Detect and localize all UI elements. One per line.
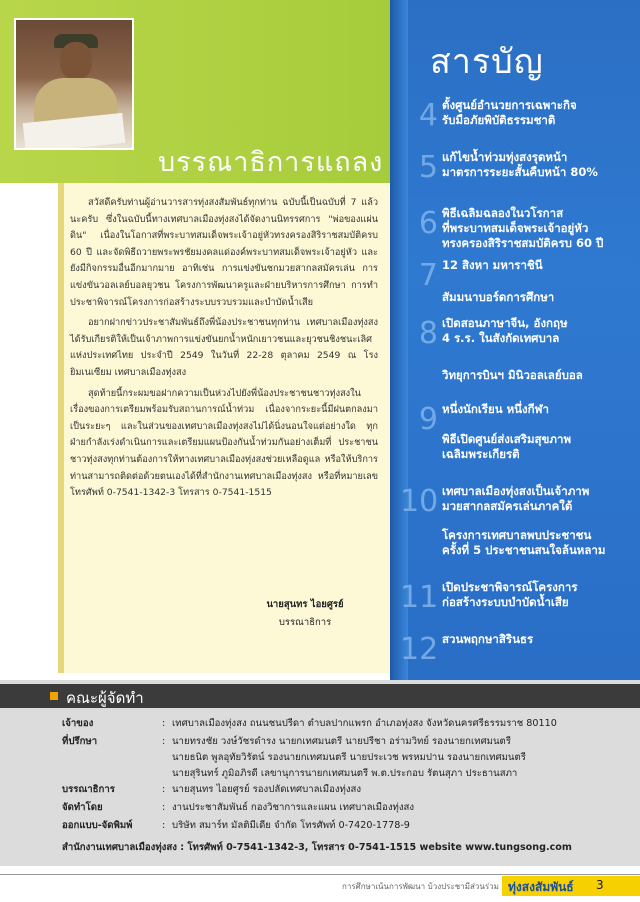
toc-item-line: พิธีเฉลิมฉลองในวโรกาส: [442, 206, 564, 220]
toc-item-line: ที่พระบาทสมเด็จพระเจ้าอยู่หัว: [442, 221, 589, 235]
credit-value: [172, 782, 632, 798]
toc-item-line: ตั้งศูนย์อำนวยการเฉพาะกิจ: [442, 98, 577, 112]
toc-page-number: 11: [400, 580, 439, 615]
toc-title: สารบัญ: [430, 42, 544, 82]
toc-page-number: 8: [418, 316, 438, 351]
toc-page-number: 9: [418, 402, 438, 437]
toc-item-line: สวนพฤกษาสิรินธร: [442, 632, 534, 646]
toc-item-title: [442, 258, 632, 273]
toc-item-line: 4 ร.ร. ในสังกัดเทศบาล: [442, 331, 560, 345]
toc-item-line: เปิดประชาพิจารณ์โครงการ: [442, 580, 578, 594]
editorial-title: บรรณาธิการแถลง: [158, 147, 384, 178]
credit-label: เจ้าของ: [62, 718, 94, 729]
toc-page-number: 4: [418, 98, 438, 133]
credit-label: ออกแบบ-จัดพิมพ์: [62, 820, 133, 831]
credit-value: [172, 818, 632, 834]
office-line: สำนักงานเทศบาลเมืองทุ่งสง : โทรศัพท์ 0-7541-1342-3, โทรสาร 0-7541-1515 website www.tungsong.com: [62, 842, 572, 853]
credit-colon: :: [162, 802, 166, 813]
credits-title: คณะผู้จัดทำ: [66, 689, 144, 707]
toc-item-title: [442, 528, 632, 558]
toc-item-line: ทรงครองสิริราชสมบัติครบ 60 ปี: [442, 236, 604, 250]
toc-item-line: มวยสากลสมัครเล่นภาคใต้: [442, 499, 573, 513]
credit-label: จัดทำโดย: [62, 802, 103, 813]
toc-item-line: มาตรการระยะสั้นคืบหน้า 80%: [442, 165, 598, 179]
toc-page-number: 7: [418, 258, 438, 293]
editorial-paragraph: อยากฝากข่าวประชาสัมพันธ์ถึงพี่น้องประชาชนทุกท่าน เทศบาลเมืองทุ่งสงได้รับเกียรติให้เป็นเจ้าภาพการแข่งขันยกน้ำหนักเยาวชนและยุวชนชิงชนะเลิศแห่งประเทศไทย ประจำปี 2549 ในวันที่ 22-28 ตุลาคม 2549 ณ โรงยิมเนเซียม เทศบาลเมืองทุ่งสง: [70, 317, 378, 378]
toc-item-title: [442, 206, 632, 251]
footer-tagline: การศึกษาเน้นการพัฒนา บ้วงประชามีส่วนร่วม: [342, 882, 499, 891]
toc-page-number: 10: [400, 484, 439, 519]
toc-item-title: [442, 632, 632, 647]
credit-value-line: งานประชาสัมพันธ์ กองวิชาการและแผน เทศบาลเมืองทุ่งสง: [172, 802, 415, 813]
toc-item-line: โครงการเทศบาลพบประชาชน: [442, 528, 592, 542]
toc-page-number: 5: [418, 150, 438, 185]
credit-colon: :: [162, 784, 166, 795]
credit-value-line: เทศบาลเมืองทุ่งสง ถนนชนปรีดา ตำบลปากแพรก อำเภอทุ่งสง จังหวัดนครศรีธรรมราช 80110: [172, 718, 557, 729]
toc-item-title: [442, 580, 632, 610]
signature-role: บรรณาธิการ: [278, 617, 332, 628]
toc-item-line: พิธีเปิดศูนย์ส่งเสริมสุขภาพ: [442, 432, 572, 446]
signature-name: นายสุนทร ไอยศูรย์: [266, 599, 344, 610]
toc-item-title: [442, 432, 632, 462]
credit-colon: :: [162, 718, 166, 729]
toc-item-title: [442, 368, 632, 383]
toc-item-title: [442, 484, 632, 514]
bullet-square-icon: [50, 692, 58, 700]
toc-item-line: เทศบาลเมืองทุ่งสงเป็นเจ้าภาพ: [442, 484, 590, 498]
credit-value-line: นายธนิต พูลอุทัยวิรัตน์ รองนายกเทศมนตรี นายประเวช พรหมปาน รองนายกเทศมนตรี: [172, 752, 526, 763]
credit-value: [172, 800, 632, 816]
footer-brand: ทุ่งสงสัมพันธ์: [508, 880, 574, 894]
toc-item-title: [442, 290, 632, 305]
footer-rule: [0, 874, 640, 875]
credit-colon: :: [162, 820, 166, 831]
toc-item-line: เปิดสอนภาษาจีน, อังกฤษ: [442, 316, 568, 330]
editorial-signature: [240, 596, 370, 632]
credit-value: [172, 716, 632, 732]
toc-item-title: [442, 402, 632, 417]
toc-item-line: ก่อสร้างระบบบำบัดน้ำเสีย: [442, 595, 569, 609]
footer-brand-box: [502, 876, 640, 896]
toc-item-line: หนึ่งนักเรียน หนึ่งกีฬา: [442, 402, 549, 416]
toc-item-line: แก้ไขน้ำท่วมทุ่งสงรุดหน้า: [442, 150, 568, 164]
credit-value-line: บริษัท สมาร์ท มัลติมีเดีย จำกัด โทรศัพท์ 0-7420-1778-9: [172, 820, 410, 831]
credit-value-line: นายทรงชัย วงษ์วัชรดำรง นายกเทศมนตรี นายปรีชา อร่ามวิทย์ รองนายกเทศมนตรี: [172, 736, 511, 747]
toc-item-line: สัมมนาบอร์ดการศึกษา: [442, 290, 555, 304]
toc-item-line: วิทยุการบินฯ มินิวอลเลย์บอล: [442, 368, 583, 382]
credit-colon: :: [162, 736, 166, 747]
toc-item-title: [442, 98, 632, 128]
credit-value-line: นายสุนทร ไอยศูรย์ รองปลัดเทศบาลเมืองทุ่งสง: [172, 784, 362, 795]
editor-photo: [14, 18, 134, 150]
toc-item-line: ครั้งที่ 5 ประชาชนสนใจล้นหลาม: [442, 543, 606, 557]
toc-item-line: 12 สิงหา มหาราชินี: [442, 258, 543, 272]
credit-value-line: นายสุรินทร์ ภูมิอภิรดี เลขานุการนายกเทศมนตรี พ.ต.ประกอบ รัตนสุภา ประธานสภา: [172, 768, 518, 779]
credit-value: [172, 734, 632, 782]
page-number: 3: [596, 878, 604, 892]
credit-label: ที่ปรึกษา: [62, 736, 98, 747]
toc-page-number: 6: [418, 206, 438, 241]
toc-item-line: เฉลิมพระเกียรติ: [442, 447, 520, 461]
editorial-text: [70, 195, 378, 506]
toc-item-title: [442, 150, 632, 180]
editorial-paragraph: สุดท้ายนี้กระผมขอฝากความเป็นห่วงไปยังพี่น้องประชาชนชาวทุ่งสงในเรื่องของการเตรียมพร้อมรับสถานการณ์น้ำท่วม เนื่องจากระยะนี้มีฝนตกลงมาเป็นระยะๆ และในส่วนของเทศบาลเมืองทุ่งสงไม่ได้นิ่งนอนใจแต่อย่างใด ทุกฝ่ายกำลังเร่งดำเนินการและเตรียมแผนป้องกันน้ำท่วมกันอย่างเต็มที่ ประชาชนชาวทุ่งสงทุกท่านต้องการให้ทางเทศบาลเมืองทุ่งสงช่วยเหลือดูแล หรือให้บริการ ท่านสามารถติดต่อด้วยตนเองได้ที่สำนักงานเทศบาลเมืองทุ่งสง หรือที่หมายเลขโทรศัพท์ 0-7541-1342-3 โทรสาร 0-7541-1515: [70, 387, 378, 499]
credit-label: บรรณาธิการ: [62, 784, 115, 795]
toc-page-number: 12: [400, 632, 439, 667]
photo-head: [60, 42, 92, 80]
toc-item-line: รับมือภัยพิบัติธรรมชาติ: [442, 113, 556, 127]
editorial-paragraph: สวัสดีครับท่านผู้อ่านวารสารทุ่งสงสัมพันธ์ทุกท่าน ฉบับนี้เป็นฉบับที่ 7 แล้วนะครับ ซึ่งในฉบับนี้ทางเทศบาลเมืองทุ่งสงได้จัดงานนิทรรศการ "พ่อของแผ่นดิน" เนื่องในโอกาสที่พระบาทสมเด็จพระเจ้าอยู่หัวทรงครองสิริราชสมบัติครบ 60 ปี และจัดพิธีถวายพระพรชัยมงคลแด่องค์พระบาทสมเด็จพระเจ้าอยู่หัว และยังมีกิจกรรมอื่นอีกมากมาย อาทิเช่น การแข่งขันชกมวยสากลสมัครเล่น การแข่งขันวอลเลย์บอลยุวชน โครงการพัฒนาครูและฝ่ายบริหารการศึกษา การทำประชาพิจารณ์โครงการก่อสร้างระบบรวบรวมและบำบัดน้ำเสีย: [70, 197, 378, 308]
toc-item-title: [442, 316, 632, 346]
